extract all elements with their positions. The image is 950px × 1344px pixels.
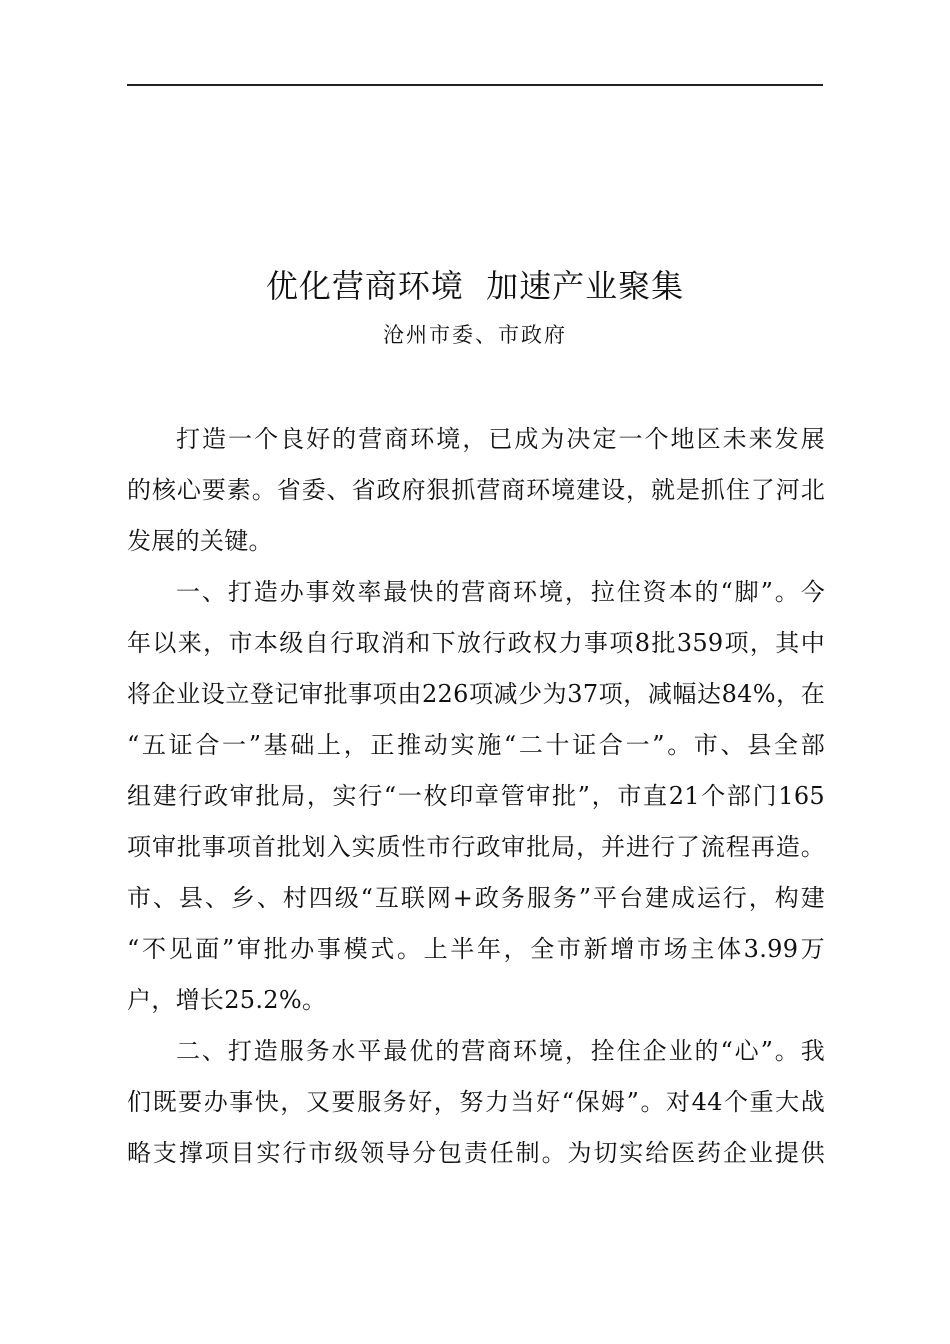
paragraph-line: 项审批事项首批划入实质性市行政审批局，并进行了流程再造。 xyxy=(127,833,825,861)
paragraph-line: 市、县、乡、村四级“互联网+政务服务”平台建成运行，构建 xyxy=(127,884,825,912)
document-title: 优化营商环境 加速产业聚集 xyxy=(265,267,685,305)
paragraph-service xyxy=(127,1026,825,1179)
paragraph-line: 发展的关键。 xyxy=(127,527,273,555)
paragraph-line: “不见面”审批办事模式。上半年，全市新增市场主体3.99万 xyxy=(127,935,825,963)
paragraph-line: 略支撑项目实行市级领导分包责任制。为切实给医药企业提供 xyxy=(127,1139,825,1167)
paragraph-line: 一、打造办事效率最快的营商环境，拉住资本的“脚”。今 xyxy=(176,578,825,606)
paragraph-line: 们既要办事快，又要服务好，努力当好“保姆”。对44个重大战 xyxy=(127,1088,825,1116)
document-body xyxy=(127,414,825,1179)
paragraph-line: 组建行政审批局，实行“一枚印章管审批”，市直21个部门165 xyxy=(127,782,825,810)
paragraph-line: 户，增长25.2%。 xyxy=(127,986,327,1014)
paragraph-line: 的核心要素。省委、省政府狠抓营商环境建设，就是抓住了河北 xyxy=(127,476,825,504)
paragraph-line: “五证合一”基础上，正推动实施“二十证合一”。市、县全部 xyxy=(127,731,825,759)
paragraph-line: 打造一个良好的营商环境，已成为决定一个地区未来发展 xyxy=(176,425,825,453)
paragraph-line: 将企业设立登记审批事项由226项减少为37项，减幅达84%，在 xyxy=(127,680,825,708)
paragraph-line: 年以来，市本级自行取消和下放行政权力事项8批359项，其中 xyxy=(127,629,825,657)
paragraph-line: 二、打造服务水平最优的营商环境，拴住企业的“心”。我 xyxy=(176,1037,825,1065)
paragraph-intro xyxy=(127,414,825,567)
header-rule xyxy=(127,84,823,86)
paragraph-efficiency xyxy=(127,567,825,1026)
document-author: 沧州市委、市政府 xyxy=(383,323,567,347)
